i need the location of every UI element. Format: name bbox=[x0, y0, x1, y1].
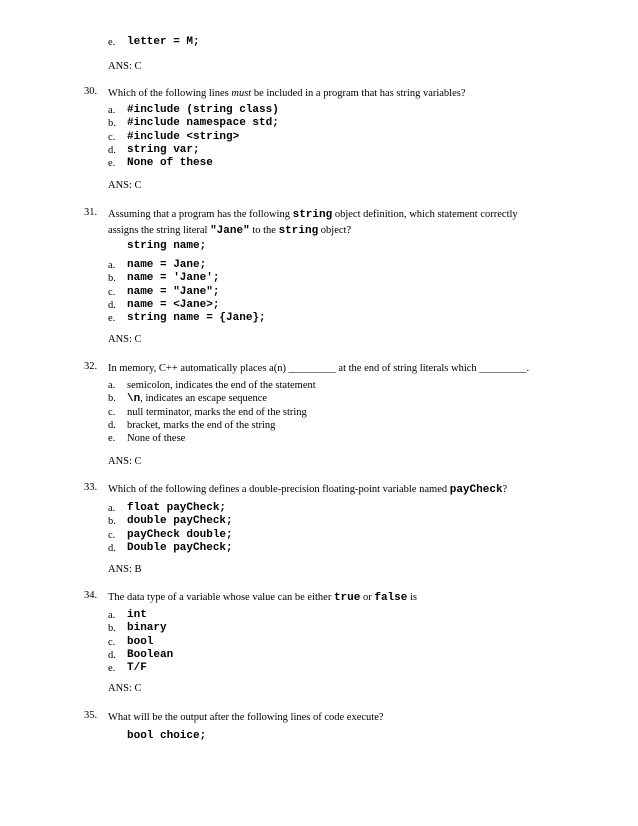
option-text: T/F bbox=[127, 662, 147, 675]
option-text: None of these bbox=[127, 433, 186, 445]
option-rest: , indicates an escape sequence bbox=[140, 393, 268, 405]
question-text: The data type of a variable whose value can be either true or false is bbox=[108, 592, 417, 604]
option-text: null terminator, marks the end of the string bbox=[127, 406, 307, 418]
option-letter: d. bbox=[108, 299, 116, 311]
option-letter: c. bbox=[108, 131, 116, 143]
option-letter: c. bbox=[108, 636, 116, 648]
question-number: 32. bbox=[84, 361, 98, 372]
option-letter: c. bbox=[108, 529, 116, 541]
option-letter: e. bbox=[108, 433, 116, 445]
option-letter: c. bbox=[108, 406, 116, 418]
question-text: Assuming that a program has the following string object definition, which statement correctly assigns the string literal "Jane" to the string object? bbox=[108, 209, 518, 237]
option-text: None of these bbox=[127, 157, 213, 170]
option-text: #include namespace std; bbox=[127, 117, 279, 130]
option-text: payCheck double; bbox=[127, 528, 233, 541]
code-line: string name; bbox=[127, 240, 207, 252]
option-letter: a. bbox=[108, 105, 116, 116]
answer: ANS: C bbox=[108, 180, 142, 191]
option-letter: a. bbox=[108, 260, 116, 271]
option-text: #include <string> bbox=[127, 130, 240, 143]
question-number: 30. bbox=[84, 86, 98, 97]
option-text: float payCheck; bbox=[127, 502, 227, 514]
option-letter: d. bbox=[108, 649, 116, 661]
answer: ANS: C bbox=[108, 456, 142, 467]
option-text: semicolon, indicates the end of the statement bbox=[127, 380, 316, 391]
option-text: name = 'Jane'; bbox=[127, 272, 220, 285]
option-letter: d. bbox=[108, 542, 116, 554]
answer: ANS: C bbox=[108, 683, 142, 694]
option-text: bool bbox=[127, 635, 154, 648]
option-text: letter = M; bbox=[127, 36, 200, 48]
option-letter: e. bbox=[108, 158, 116, 170]
option-letter: e. bbox=[108, 37, 116, 48]
option-letter: a. bbox=[108, 380, 116, 391]
option-letter: b. bbox=[108, 273, 116, 285]
option-text: string name = {Jane}; bbox=[127, 312, 266, 325]
option-text: string var; bbox=[127, 143, 200, 156]
question-number: 34. bbox=[84, 590, 98, 601]
option-code: \n bbox=[127, 393, 141, 406]
question-text: Which of the following defines a double-precision floating-point variable named payCheck? bbox=[108, 484, 508, 496]
option-letter: b. bbox=[108, 118, 116, 130]
option-text: Boolean bbox=[127, 648, 174, 661]
question-text: What will be the output after the following lines of code execute? bbox=[108, 712, 384, 723]
answer: ANS: C bbox=[108, 61, 142, 72]
option-letter: a. bbox=[108, 610, 116, 621]
option-letter: b. bbox=[108, 516, 116, 528]
question-number: 33. bbox=[84, 482, 98, 493]
option-text bbox=[127, 392, 267, 406]
option-text: binary bbox=[127, 622, 167, 635]
option-letter: a. bbox=[108, 503, 116, 514]
option-letter: d. bbox=[108, 419, 116, 431]
option-text: name = <Jane>; bbox=[127, 298, 220, 311]
option-letter: b. bbox=[108, 623, 116, 635]
option-text: Double payCheck; bbox=[127, 541, 233, 554]
option-letter: b. bbox=[108, 393, 116, 405]
option-letter: e. bbox=[108, 313, 116, 325]
answer: ANS: C bbox=[108, 334, 142, 345]
option-text: #include (string class) bbox=[127, 104, 279, 116]
option-text: int bbox=[127, 609, 147, 621]
option-text: name = "Jane"; bbox=[127, 285, 220, 298]
option-text: bracket, marks the end of the string bbox=[127, 419, 276, 431]
option-letter: c. bbox=[108, 286, 116, 298]
question-number: 35. bbox=[84, 710, 98, 721]
option-letter: e. bbox=[108, 663, 116, 675]
option-text: double payCheck; bbox=[127, 515, 233, 528]
option-text: name = Jane; bbox=[127, 259, 207, 271]
code-line: bool choice; bbox=[127, 730, 207, 742]
answer: ANS: B bbox=[108, 564, 142, 575]
question-text: In memory, C++ automatically places a(n) _________ at the end of string literals which _________. bbox=[108, 363, 530, 374]
question-number: 31. bbox=[84, 207, 98, 218]
question-text: Which of the following lines must be included in a program that has string variables? bbox=[108, 88, 466, 99]
option-letter: d. bbox=[108, 144, 116, 156]
